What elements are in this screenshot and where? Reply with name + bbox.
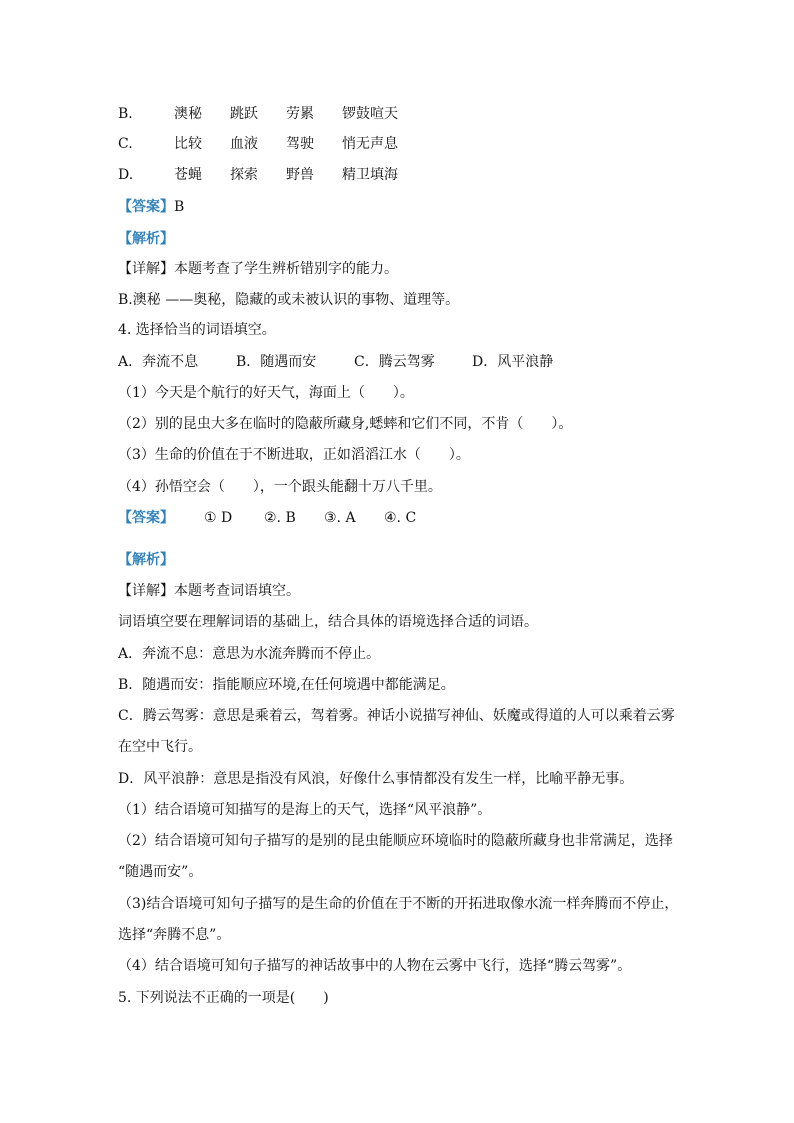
option-row-d: D. 苍蝇 探索 野兽 精卫填海 xyxy=(118,167,398,183)
q4-blank-3: （3）生命的价值在于不断进取，正如滔滔江水（ ）。 xyxy=(118,447,470,463)
q4-blank-1: （1）今天是个航行的好天气，海面上（ ）。 xyxy=(118,385,414,401)
q4-meaning-c: C．腾云驾雾：意思是乘着云，驾着雾。神话小说描写神仙、妖魔或得道的人可以乘着云雾 xyxy=(118,708,675,724)
q5-title: 5. 下列说法不正确的一项是( ) xyxy=(118,990,329,1006)
q4-detail: 【详解】本题考查词语填空。 xyxy=(118,583,300,599)
q3-explain: B.澳秘 ——奥秘，隐藏的或未被认识的事物、道理等。 xyxy=(118,292,460,308)
q4-blank-4: （4）孙悟空会（ ），一个跟头能翻十万八千里。 xyxy=(118,479,442,495)
q4-meaning-d: D．风平浪静：意思是指没有风浪，好像什么事情都没有发生一样，比喻平静无事。 xyxy=(118,771,634,787)
q4-answer: 【答案】 ① D ②. B ③. A ④. C xyxy=(118,510,417,526)
q4-choices: A．奔流不息 B．随遇而安 C．腾云驾雾 D．风平浪静 xyxy=(118,354,554,370)
q4-reason-2-cont: “随遇而安”。 xyxy=(118,864,203,880)
q3-detail: 【详解】本题考查了学生辨析错别字的能力。 xyxy=(118,261,398,277)
option-row-b: B. 澳秘 跳跃 劳累 锣鼓喧天 xyxy=(118,106,398,122)
q4-reason-2: （2）结合语境可知句子描写的是别的昆虫能顺应环境临时的隐蔽所藏身也非常满足，选择 xyxy=(118,833,673,849)
q4-meaning-a: A．奔流不息：意思为水流奔腾而不停止。 xyxy=(118,646,381,662)
q4-intro: 词语填空要在理解词语的基础上，结合具体的语境选择合适的词语。 xyxy=(118,614,538,630)
q3-analysis-tag: 【解析】 xyxy=(118,231,174,247)
q4-reason-1: （1）结合语境可知描写的是海上的天气，选择“风平浪静”。 xyxy=(118,802,492,818)
q4-blank-2: （2）别的昆虫大多在临时的隐蔽所藏身,蟋蟀和它们不同，不肯（ ）。 xyxy=(118,416,573,432)
q4-reason-4: （4）结合语境可知句子描写的神话故事中的人物在云雾中飞行，选择“腾云驾雾”。 xyxy=(118,958,632,974)
q4-title: 4. 选择恰当的词语填空。 xyxy=(118,322,276,338)
q4-analysis-tag: 【解析】 xyxy=(118,552,174,568)
q4-reason-3-cont: 选择“奔腾不息”。 xyxy=(118,927,231,943)
q4-reason-3: （3)结合语境可知句子描写的是生命的价值在于不断的开拓进取像水流一样奔腾而不停止， xyxy=(118,896,679,912)
option-row-c: C. 比较 血液 驾驶 悄无声息 xyxy=(118,136,398,152)
q3-answer: 【答案】B xyxy=(118,199,185,215)
q4-meaning-b: B．随遇而安：指能顺应环境,在任何境遇中都能满足。 xyxy=(118,677,455,693)
q4-meaning-c-cont: 在空中飞行。 xyxy=(118,739,202,755)
